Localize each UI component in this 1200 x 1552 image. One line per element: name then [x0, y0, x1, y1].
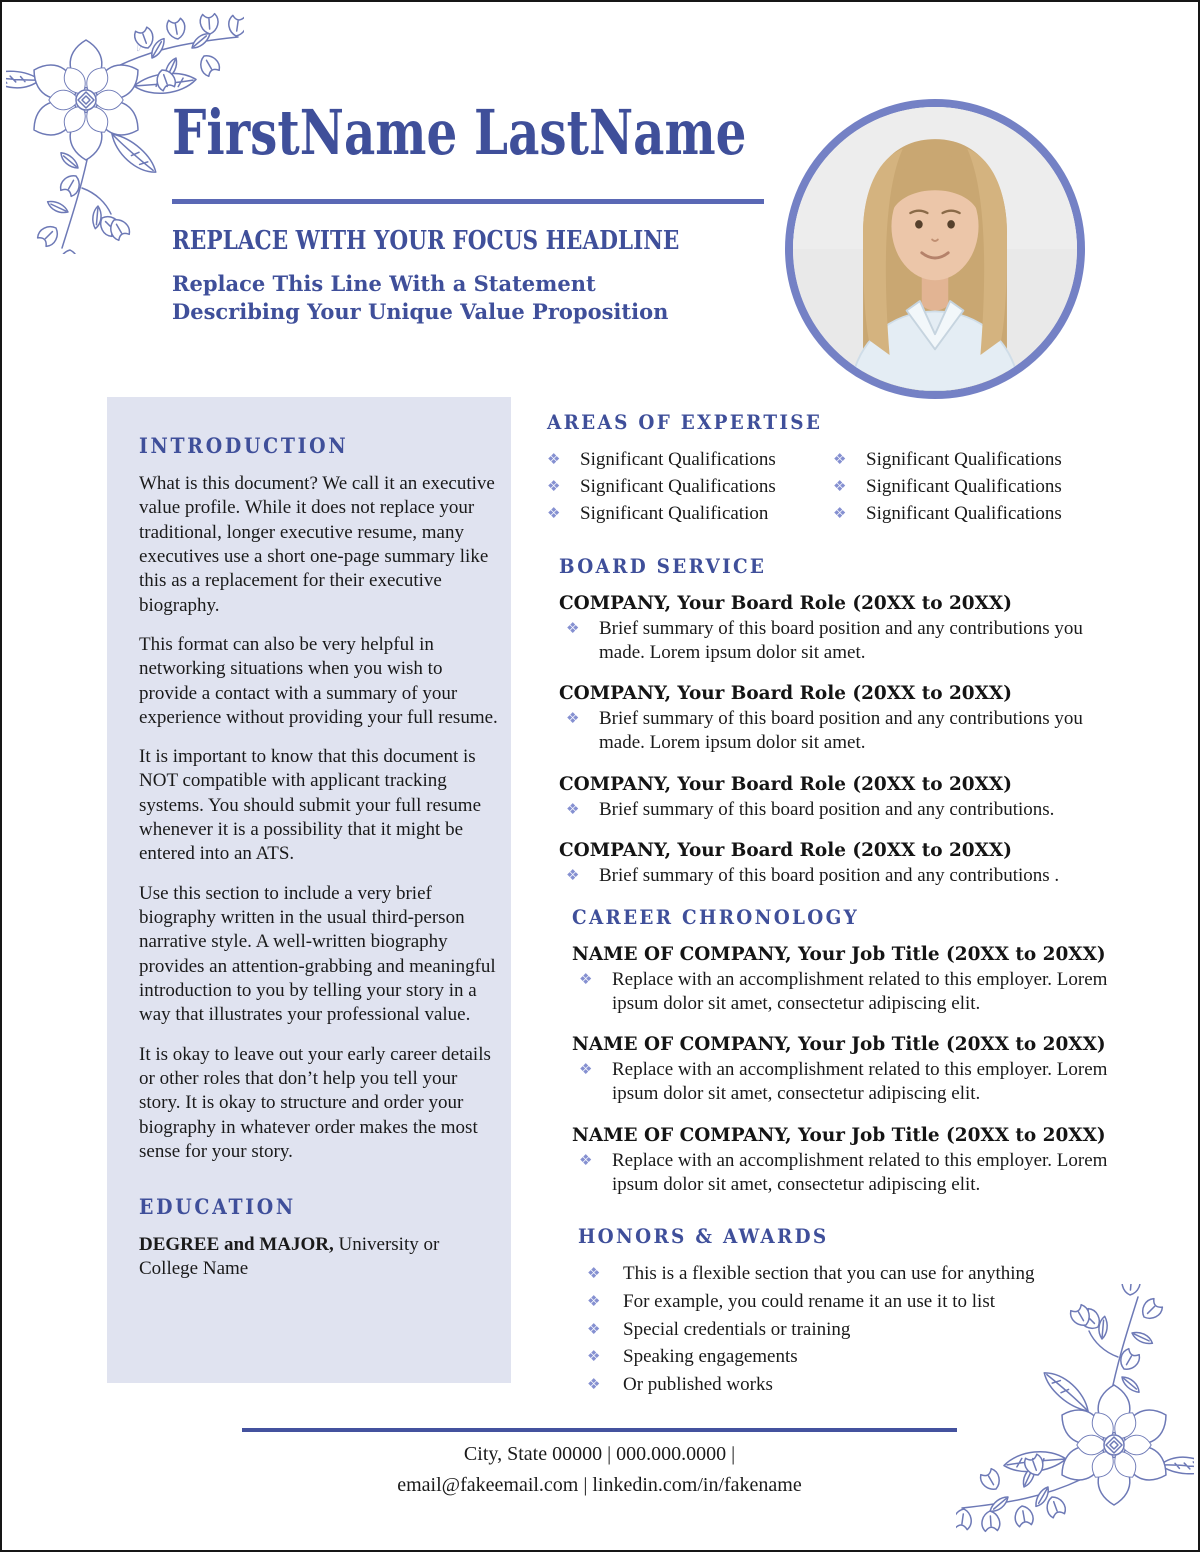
- list-item: [833, 502, 1119, 526]
- education-school: University or College Name: [139, 1234, 440, 1280]
- honors-text: This is a flexible section that you can use for anything: [623, 1263, 1035, 1284]
- career-entry: [572, 1033, 1132, 1106]
- section-honors-awards: [578, 1224, 1138, 1401]
- career-summary-text: Replace with an accomplishment related to this employer. Lorem ipsum dolor sit amet, consectetur adipiscing elit.: [612, 1149, 1108, 1195]
- list-item: [578, 1318, 1138, 1342]
- board-summary-text: Brief summary of this board position and any contributions you made. Lorem ipsum dolor sit amet.: [599, 708, 1083, 754]
- diamond-bullet-icon: ❖: [833, 450, 847, 468]
- education-heading: EDUCATION: [139, 1194, 296, 1220]
- diamond-bullet-icon: ❖: [579, 970, 593, 988]
- areas-of-expertise-heading: AREAS OF EXPERTISE: [547, 410, 823, 434]
- diamond-bullet-icon: ❖: [566, 619, 580, 637]
- list-item: [578, 1373, 1138, 1397]
- diamond-bullet-icon: ❖: [579, 1150, 593, 1169]
- list-item: [833, 448, 1119, 472]
- introduction-heading: INTRODUCTION: [139, 433, 349, 458]
- expertise-label: Significant Qualifications: [580, 475, 776, 497]
- header-divider: [172, 199, 764, 204]
- diamond-bullet-icon: ❖: [547, 503, 561, 522]
- expertise-label: Significant Qualifications: [866, 449, 1062, 470]
- expertise-grid: [547, 448, 1119, 528]
- value-statement: Replace This Line With a Statement Describing Your Unique Value Proposition: [172, 271, 669, 324]
- career-entry-title: NAME OF COMPANY, Your Job Title (20XX to 20XX): [572, 1123, 1106, 1146]
- board-entry: [559, 592, 1119, 665]
- list-item: [578, 1262, 1138, 1286]
- diamond-bullet-icon: ❖: [566, 799, 580, 818]
- diamond-bullet-icon: ❖: [547, 450, 561, 468]
- list-item: [547, 475, 833, 499]
- diamond-bullet-icon: ❖: [579, 1060, 593, 1079]
- career-entry-summary: [572, 968, 1132, 1016]
- footer-divider: [242, 1428, 957, 1432]
- list-item: [547, 502, 833, 526]
- honors-text: For example, you could rename it an use it to list: [623, 1290, 996, 1312]
- board-summary-text: Brief summary of this board position and any contributions.: [599, 798, 1055, 820]
- expertise-label: Significant Qualifications: [866, 475, 1062, 497]
- career-entry-summary: [572, 1058, 1132, 1106]
- diamond-bullet-icon: ❖: [566, 709, 580, 728]
- diamond-bullet-icon: ❖: [547, 476, 561, 495]
- contact-line-location-phone: City, State 00000 | 000.000.0000 |: [463, 1443, 736, 1465]
- board-entry: [559, 773, 1119, 822]
- career-entry-summary: [572, 1149, 1132, 1197]
- profile-photo: [785, 99, 1085, 399]
- board-summary-text: Brief summary of this board position and any contributions you made. Lorem ipsum dolor sit amet.: [599, 618, 1083, 664]
- board-service-heading: BOARD SERVICE: [559, 554, 767, 578]
- sidebar: [107, 397, 511, 1383]
- introduction-paragraph: It is important to know that this document is NOT compatible with applicant tracking systems. You should submit your full resume whenever it is a possibility that it might be entered into an ATS.: [139, 746, 482, 865]
- career-entry: [572, 1124, 1132, 1197]
- introduction-paragraph: What is this document? We call it an executive value profile. While it does not replace your traditional, longer executive resume, many executives use a short one-page summary like this as a replacement for their executive biography.: [139, 473, 495, 616]
- list-item: [547, 448, 833, 472]
- diamond-bullet-icon: ❖: [833, 476, 847, 495]
- page-title: FirstName LastName: [172, 96, 747, 169]
- education-entry: [139, 1233, 499, 1282]
- list-item: [578, 1290, 1138, 1314]
- board-entry: [559, 682, 1119, 755]
- contact-line-email-linkedin: email@fakeemail.com | linkedin.com/in/fakename: [397, 1474, 802, 1496]
- board-entry-summary: [559, 707, 1119, 755]
- diamond-bullet-icon: ❖: [587, 1319, 601, 1338]
- career-summary-text: Replace with an accomplishment related to this employer. Lorem ipsum dolor sit amet, consectetur adipiscing elit.: [612, 969, 1108, 1015]
- expertise-label: Significant Qualification: [580, 502, 769, 524]
- board-entry-title: COMPANY, Your Board Role (20XX to 20XX): [559, 838, 1012, 861]
- career-entry-title: NAME OF COMPANY, Your Job Title (20XX to 20XX): [572, 943, 1106, 965]
- expertise-label: Significant Qualifications: [866, 502, 1062, 524]
- expertise-column: [547, 448, 833, 528]
- board-entry-title: COMPANY, Your Board Role (20XX to 20XX): [559, 682, 1012, 705]
- board-summary-text: Brief summary of this board position and any contributions .: [599, 864, 1060, 886]
- diamond-bullet-icon: ❖: [587, 1347, 601, 1366]
- contact-info: [242, 1439, 957, 1501]
- education-degree: DEGREE and MAJOR,: [139, 1234, 334, 1256]
- board-entry-title: COMPANY, Your Board Role (20XX to 20XX): [559, 772, 1012, 795]
- section-areas-of-expertise: [547, 410, 1119, 528]
- board-entry-summary: [559, 798, 1119, 822]
- career-entry: [572, 943, 1132, 1016]
- board-entry: [559, 839, 1119, 888]
- career-entry-title: NAME OF COMPANY, Your Job Title (20XX to 20XX): [572, 1033, 1106, 1056]
- board-entry-summary: [559, 864, 1119, 888]
- focus-headline: REPLACE WITH YOUR FOCUS HEADLINE: [172, 226, 680, 256]
- list-item: [833, 475, 1119, 499]
- honors-text: Special credentials or training: [623, 1318, 851, 1340]
- section-board-service: [559, 554, 1119, 905]
- expertise-column: [833, 448, 1119, 528]
- list-item: [578, 1345, 1138, 1369]
- honors-text: Or published works: [623, 1374, 773, 1395]
- diamond-bullet-icon: ❖: [587, 1291, 601, 1310]
- diamond-bullet-icon: ❖: [566, 865, 580, 884]
- introduction-paragraph: This format can also be very helpful in networking situations when you wish to provide a contact with a summary of your experience without providing your full resume.: [139, 633, 498, 728]
- board-entry-summary: [559, 617, 1119, 665]
- board-entry-title: COMPANY, Your Board Role (20XX to 20XX): [559, 592, 1012, 614]
- career-chronology-heading: CAREER CHRONOLOGY: [572, 905, 860, 929]
- honors-awards-heading: HONORS & AWARDS: [578, 1224, 829, 1248]
- career-summary-text: Replace with an accomplishment related to this employer. Lorem ipsum dolor sit amet, consectetur adipiscing elit.: [612, 1059, 1108, 1105]
- diamond-bullet-icon: ❖: [587, 1375, 601, 1393]
- honors-text: Speaking engagements: [623, 1346, 798, 1368]
- expertise-label: Significant Qualifications: [580, 449, 776, 470]
- introduction-paragraph: Use this section to include a very brief biography written in the usual third-person narrative style. A well-written biography provides an attention-grabbing and meaningful introduction to you by telling your story in a way that illustrates your professional value.: [139, 882, 496, 1026]
- diamond-bullet-icon: ❖: [587, 1264, 601, 1282]
- diamond-bullet-icon: ❖: [833, 503, 847, 522]
- introduction-paragraph: It is okay to leave out your early career details or other roles that don’t help you tell your story. It is okay to structure and order your biography in whatever order makes the most sense for your story.: [139, 1043, 491, 1162]
- section-career-chronology: [572, 905, 1132, 1214]
